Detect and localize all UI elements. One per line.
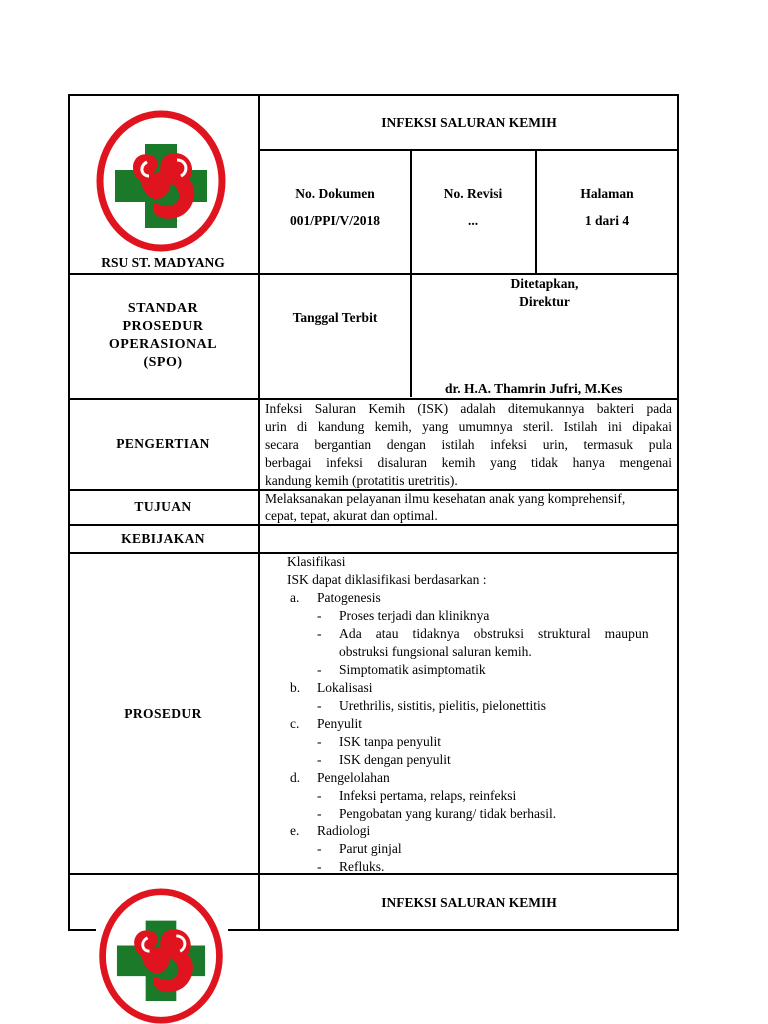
kebijakan-label: KEBIJAKAN — [121, 531, 205, 546]
spo-line-4: (SPO) — [143, 355, 183, 370]
prosedur-label: PROSEDUR — [124, 706, 202, 721]
spo-line-2: PROSEDUR — [122, 319, 204, 334]
sub-item: Infeksi pertama, relaps, reinfeksi — [339, 788, 517, 803]
pengertian-line: secara bergantian dengan istilah infeksi urin, termasuk pula — [265, 437, 672, 452]
dash: - — [317, 698, 322, 713]
dash: - — [317, 626, 322, 641]
list-item-title: Patogenesis — [317, 590, 381, 605]
document-title: INFEKSI SALURAN KEMIH — [381, 115, 557, 130]
tujuan-line: Melaksanakan pelayanan ilmu kesehatan anak yang komprehensif, — [265, 491, 626, 506]
sub-item: ISK dengan penyulit — [339, 752, 451, 767]
page-value: 1 dari 4 — [584, 213, 630, 228]
dash: - — [317, 806, 322, 821]
approval-line-1: Ditetapkan, — [510, 276, 579, 291]
dash: - — [317, 662, 322, 677]
approval-line-2: Direktur — [519, 294, 570, 309]
list-marker: b. — [290, 680, 301, 695]
pengertian-line: urin di kandung kemih, yang umumnya steril. Istilah ini dipakai — [265, 419, 672, 434]
list-item-title: Lokalisasi — [317, 680, 373, 695]
sub-item: Parut ginjal — [339, 841, 402, 856]
hospital-name: RSU ST. MADYANG — [101, 255, 225, 270]
dash: - — [317, 608, 322, 623]
pengertian-text — [265, 400, 672, 490]
pengertian-line: kandung kemih (protatitis uretritis). — [265, 473, 458, 488]
spo-line-1: STANDAR — [127, 301, 199, 316]
sub-item: obstruksi fungsional saluran kemih. — [339, 644, 532, 659]
revision-value: ... — [467, 213, 479, 228]
spo-line-3: OPERASIONAL — [108, 337, 218, 352]
sub-item: Refluks. — [339, 859, 385, 874]
sub-item: Urethrilis, sistitis, pielitis, pielonettitis — [339, 698, 546, 713]
issue-date-label: Tanggal Terbit — [292, 310, 378, 325]
spo-label — [70, 300, 256, 372]
doc-number-label: No. Dokumen — [295, 186, 375, 201]
sub-item: ISK tanpa penyulit — [339, 734, 441, 749]
list-marker: d. — [290, 770, 301, 785]
tujuan-line: cepat, tepat, akurat dan optimal. — [265, 508, 438, 523]
list-item-title: Pengelolahan — [317, 770, 390, 785]
dash: - — [317, 752, 322, 767]
sub-item: Ada atau tidaknya obstruksi struktural maupun — [339, 626, 649, 641]
footer-title: INFEKSI SALURAN KEMIH — [381, 895, 557, 910]
dash: - — [317, 859, 322, 874]
pengertian-label: PENGERTIAN — [116, 436, 210, 451]
dash: - — [317, 841, 322, 856]
page-label: Halaman — [580, 186, 634, 201]
sub-item: Pengobatan yang kurang/ tidak berhasil. — [339, 806, 557, 821]
dash: - — [317, 734, 322, 749]
dash: - — [317, 788, 322, 803]
prosedur-intro: ISK dapat diklasifikasi berdasarkan : — [287, 572, 487, 587]
tujuan-row-divider — [68, 524, 679, 526]
kebijakan-row-divider — [68, 552, 679, 554]
pengertian-line: berbagai infeksi disaluran kemih yang tidak hanya mengenai — [265, 455, 672, 470]
revision-label: No. Revisi — [443, 186, 503, 201]
sub-item: Simptomatik asimptomatik — [339, 662, 486, 677]
title-row-divider — [258, 149, 679, 151]
prosedur-heading: Klasifikasi — [287, 554, 346, 569]
tujuan-text — [265, 490, 675, 524]
doc-number-value: 001/PPI/V/2018 — [290, 213, 380, 228]
list-marker: a. — [290, 590, 300, 605]
list-item-title: Penyulit — [317, 716, 363, 731]
sub-item: Proses terjadi dan kliniknya — [339, 608, 490, 623]
list-item-title: Radiologi — [317, 823, 371, 838]
hospital-logo — [95, 110, 227, 252]
list-marker: e. — [290, 823, 300, 838]
revision-col-divider — [535, 149, 537, 273]
hospital-logo-bottom — [95, 888, 227, 1024]
approval-block — [411, 275, 678, 311]
tujuan-label: TUJUAN — [134, 499, 192, 514]
pengertian-line: Infeksi Saluran Kemih (ISK) adalah ditemukannya bakteri pada — [265, 401, 672, 416]
table-border-top — [68, 94, 679, 96]
list-marker: c. — [290, 716, 300, 731]
director-name: dr. H.A. Thamrin Jufri, M.Kes — [445, 381, 623, 396]
